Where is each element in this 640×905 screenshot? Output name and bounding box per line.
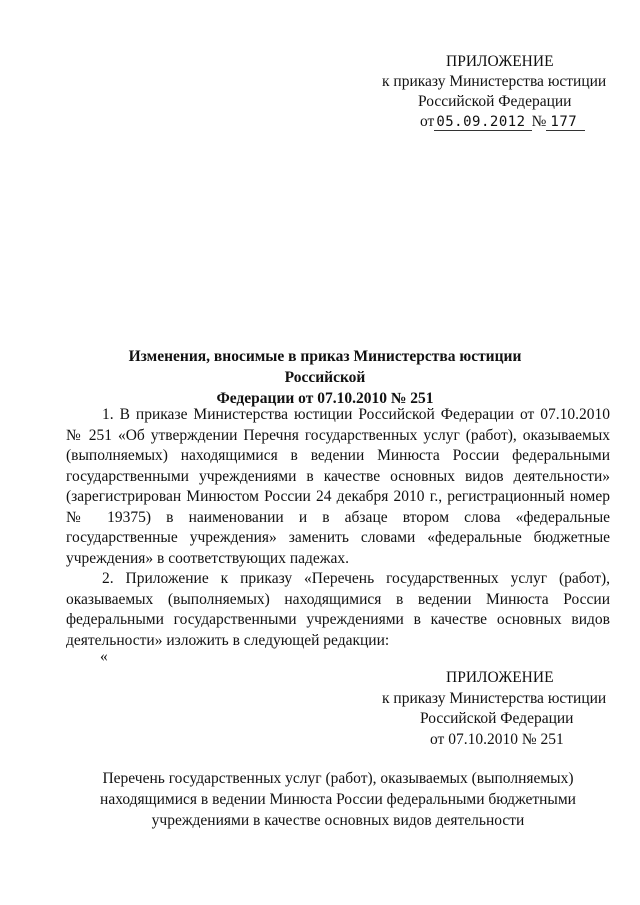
services-list-title xyxy=(66,768,610,831)
appendix-date-row xyxy=(380,112,600,132)
inner-appendix-header xyxy=(380,668,610,750)
inner-appendix-title: ПРИЛОЖЕНИЕ xyxy=(446,669,554,686)
appendix-title: ПРИЛОЖЕНИЕ xyxy=(446,53,554,70)
appendix-order-line: к приказу Министерства юстиции xyxy=(382,73,607,90)
services-list-title-line-2: находящимися в ведении Минюста России федеральными бюджетными xyxy=(100,791,576,808)
handwritten-number: 177 xyxy=(546,114,585,131)
handwritten-date: 05.09.2012 xyxy=(434,114,531,131)
inner-appendix-date-line: от 07.10.2010 № 251 xyxy=(430,730,564,748)
appendix-country-line: Российской Федерации xyxy=(418,93,572,110)
document-title xyxy=(90,346,560,409)
services-list-title-line-3: учреждениями в качестве основных видов деятельности xyxy=(151,812,525,829)
document-title-line-2: Федерации от 07.10.2010 № 251 xyxy=(216,390,434,407)
date-prefix: от xyxy=(420,113,435,130)
services-list-title-line-1: Перечень государственных услуг (работ), оказываемых (выполняемых) xyxy=(102,770,574,787)
paragraph-1: 1. В приказе Министерства юстиции Российской Федерации от 07.10.2010 № 251 «Об утверждении Перечня государственных услуг (работ), оказываемых (выполняемых) находящимися в ведении Минюста России федеральными государственными учреждениями в качестве основных видов деятельности» (зарегистрирован Минюстом России 24 декабря 2010 г., регистрационный номер № 19375) в наименовании и в абзаце втором слова «федеральные государственные учреждения» заменить словами «федеральные бюджетные учреждения» в соответствующих падежах. xyxy=(66,406,610,567)
opening-quote: « xyxy=(100,648,108,665)
inner-appendix-order-line: к приказу Министерства юстиции xyxy=(382,689,607,707)
number-prefix: № xyxy=(531,113,547,130)
inner-appendix-country-line: Российской Федерации xyxy=(420,710,574,727)
paragraph-2: 2. Приложение к приказу «Перечень государственных услуг (работ), оказываемых (выполняемых) находящимися в ведении Минюста России федеральными государственными учреждениями в качестве основных видов деятельности» изложить в следующей редакции: xyxy=(66,570,610,649)
document-body xyxy=(66,405,610,651)
appendix-header xyxy=(380,52,607,132)
document-title-line-1: Изменения, вносимые в приказ Министерства юстиции Российской xyxy=(128,348,522,386)
